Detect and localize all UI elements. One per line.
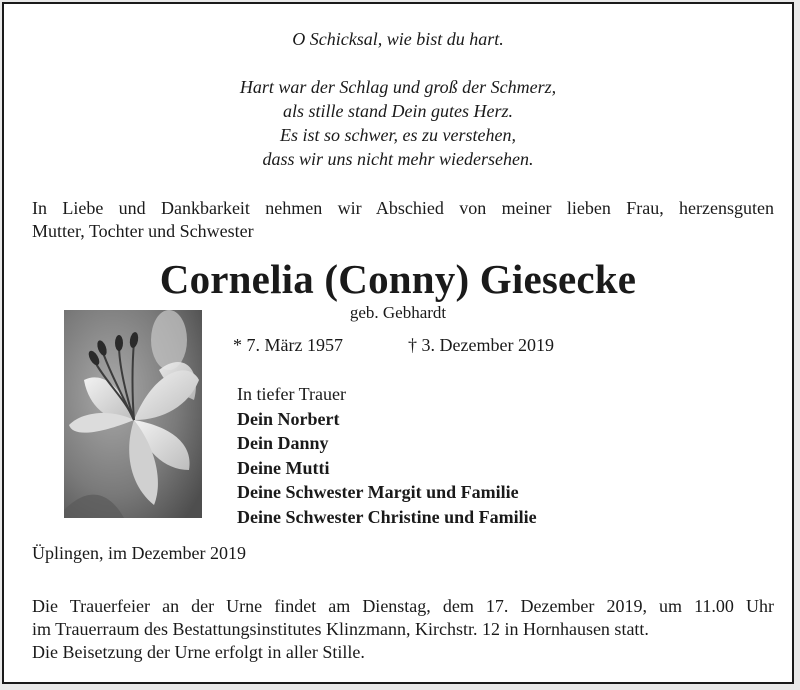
poem-line: Es ist so schwer, es zu verstehen, bbox=[280, 125, 516, 145]
mourners-block bbox=[237, 382, 537, 529]
service-line: Die Trauerfeier an der Urne findet am Dienstag, dem 17. Dezember 2019, um 11.00 Uhr bbox=[32, 596, 774, 616]
place-date: Üplingen, im Dezember 2019 bbox=[32, 543, 246, 563]
service-info bbox=[32, 595, 774, 664]
mourner-name: Deine Mutti bbox=[237, 457, 330, 478]
mourner-name: Deine Schwester Christine und Familie bbox=[237, 506, 537, 527]
deceased-name: Cornelia (Conny) Giesecke bbox=[159, 256, 637, 302]
service-line: im Trauerraum des Bestattungsinstitutes Klinzmann, Kirchstr. 12 in Hornhausen statt. bbox=[32, 619, 649, 639]
poem-line: dass wir uns nicht mehr wiedersehen. bbox=[262, 149, 534, 169]
intro-line: Mutter, Tochter und Schwester bbox=[32, 221, 254, 241]
poem-line: Hart war der Schlag und groß der Schmerz, bbox=[239, 77, 557, 97]
mourners-heading: In tiefer Trauer bbox=[237, 384, 346, 404]
service-line: Die Beisetzung der Urne erfolgt in aller Stille. bbox=[32, 642, 365, 662]
mourner-name: Dein Norbert bbox=[237, 408, 340, 429]
poem-line: O Schicksal, wie bist du hart. bbox=[292, 29, 504, 49]
mourner-name: Dein Danny bbox=[237, 433, 329, 453]
poem-line: als stille stand Dein gutes Herz. bbox=[283, 101, 513, 121]
mourner-name: Deine Schwester Margit und Familie bbox=[237, 482, 519, 502]
birth-date: * 7. März 1957 bbox=[233, 335, 343, 355]
maiden-name: geb. Gebhardt bbox=[349, 303, 447, 322]
obituary-notice bbox=[2, 2, 794, 684]
death-date: † 3. Dezember 2019 bbox=[408, 335, 554, 355]
lily-flower-image bbox=[64, 310, 202, 518]
intro-line: In Liebe und Dankbarkeit nehmen wir Abschied von meiner lieben Frau, herzensguten bbox=[32, 198, 774, 218]
